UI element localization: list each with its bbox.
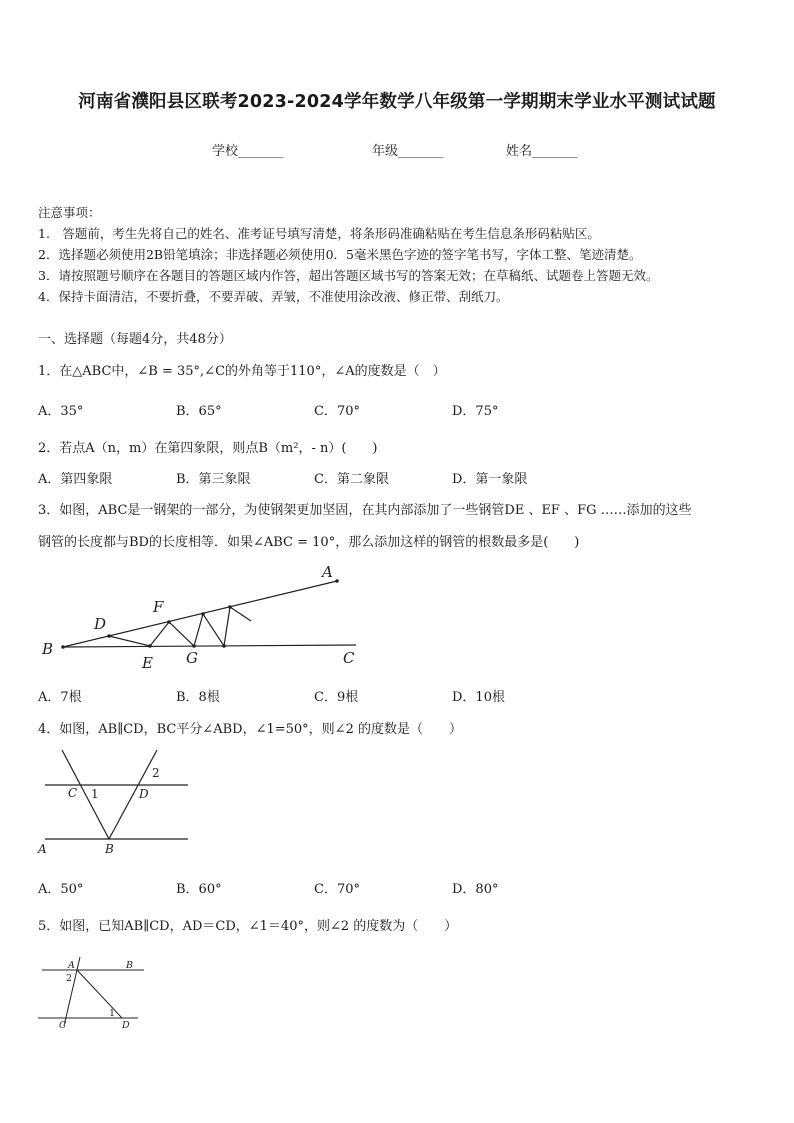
note-item: 4．保持卡面清洁，不要折叠，不要弄破、弄皱，不准使用涂改液、修正带、刮纸刀。 (38, 289, 509, 304)
question-3-stem-line2: 钢管的长度都与BD的长度相等．如果∠ABC = 10°，那么添加这样的钢管的根数最多是( ) (38, 535, 580, 550)
label-a: A (68, 960, 75, 971)
label-d: D (139, 787, 149, 801)
question-3-option-b: B．8根 (176, 690, 220, 705)
question-2-option-a: A．第四象限 (38, 472, 113, 487)
label-e: E (142, 654, 153, 672)
name-field: 姓名_______ (506, 144, 578, 159)
label-c: C (59, 1020, 67, 1031)
label-c: C (68, 786, 78, 800)
question-2-option-c: C．第二象限 (314, 472, 389, 487)
question-4-option-a: A．50° (38, 882, 84, 897)
label-b: B (42, 640, 54, 658)
note-item: 2．选择题必须使用2B铅笔填涂；非选择题必须使用0．5毫米黑色字迹的签字笔书写，字体工整、笔迹清楚。 (38, 247, 642, 262)
ray-bc (63, 645, 356, 647)
label-angle-2: 2 (66, 973, 73, 984)
ray-ba (63, 581, 337, 647)
question-4-option-d: D．80° (452, 882, 499, 897)
label-b: B (105, 842, 114, 856)
steel-pipes (109, 607, 251, 646)
label-angle-1: 1 (91, 787, 99, 801)
question-3-figure (30, 560, 370, 675)
line-ad (77, 970, 122, 1018)
question-1-option-c: C．70° (314, 404, 360, 419)
question-2-option-b: B．第三象限 (176, 472, 251, 487)
question-4-stem: 4．如图，AB∥CD，BC平分∠ABD，∠1=50°，则∠2 的度数是（ ） (38, 722, 462, 737)
line-bd (109, 750, 157, 839)
label-f: F (153, 598, 164, 616)
question-2-stem: 2．若点A（n，m）在第四象限，则点B（m²，- n）( ) (38, 441, 378, 456)
label-b: B (126, 960, 133, 971)
question-1-option-b: B．65° (176, 404, 222, 419)
label-g: G (186, 649, 198, 667)
grade-field: 年级_______ (372, 144, 444, 159)
notes-heading: 注意事项： (38, 205, 101, 220)
section-heading: 一、选择题（每题4分，共48分） (38, 332, 232, 347)
question-4-option-c: C．70° (314, 882, 360, 897)
label-angle-1: 1 (109, 1008, 116, 1019)
label-a: A (322, 563, 333, 581)
question-3-option-d: D．10根 (452, 690, 505, 705)
school-field: 学校_______ (212, 144, 284, 159)
label-angle-2: 2 (152, 766, 160, 780)
question-3-option-c: C．9根 (314, 690, 359, 705)
note-item: 1. 答题前，考生先将自己的姓名、准考证号填写清楚，将条形码准确粘贴在考生信息条形码粘贴区。 (38, 226, 600, 241)
question-3-option-a: A．7根 (38, 690, 82, 705)
question-2-option-d: D．第一象限 (452, 472, 528, 487)
note-item: 3．请按照题号顺序在各题目的答题区域内作答，超出答题区域书写的答案无效；在草稿纸、试题卷上答题无效。 (38, 268, 659, 283)
label-d: D (94, 615, 107, 633)
question-5-stem: 5．如图，已知AB∥CD，AD＝CD，∠1＝40°，则∠2 的度数为（ ） (38, 919, 458, 934)
label-d: D (122, 1020, 130, 1031)
question-5-figure (30, 952, 150, 1037)
question-3-stem-line1: 3．如图，ABC是一钢架的一部分，为使钢架更加坚固，在其内部添加了一些钢管DE 、EF 、FG ……添加的这些 (38, 503, 692, 518)
question-4-figure (30, 745, 200, 860)
question-1-option-d: D．75° (452, 404, 499, 419)
question-4-option-b: B．60° (176, 882, 222, 897)
question-1-stem: 1．在△ABC中，∠B = 35°,∠C的外角等于110°，∠A的度数是（ ） (38, 364, 446, 379)
question-1-option-a: A．35° (38, 404, 84, 419)
label-c: C (343, 649, 355, 667)
page-title: 河南省濮阳县区联考2023-2024学年数学八年级第一学期期末学业水平测试试题 (78, 92, 716, 112)
label-a: A (38, 842, 47, 856)
